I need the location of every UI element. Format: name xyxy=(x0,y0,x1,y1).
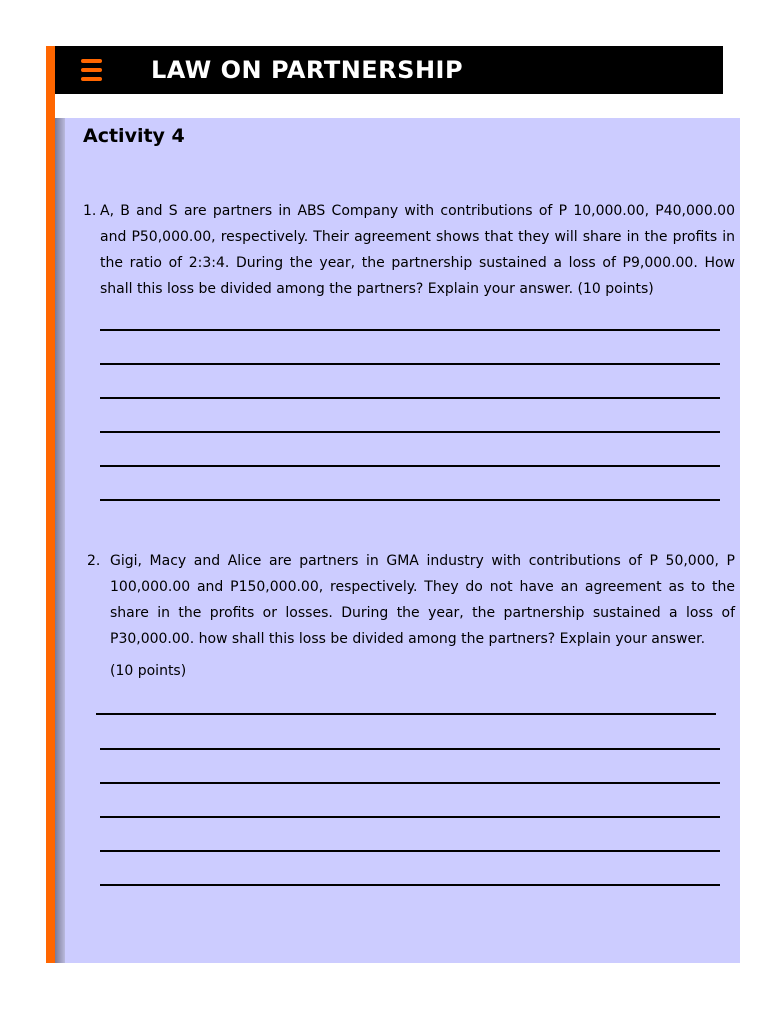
answer-line[interactable] xyxy=(100,499,720,501)
page-title: LAW ON PARTNERSHIP xyxy=(151,56,464,84)
question-1 xyxy=(83,198,735,302)
question-text: Gigi, Macy and Alice are partners in GMA industry with contributions of P 50,000, P 100,000.00 and P150,000.00, respectively. They do not have an agreement as to the share in the profits or losses. During the year, the partnership sustained a loss of P30,000.00. how shall this loss be divided among the partners? Explain your answer. xyxy=(110,553,735,647)
activity-panel xyxy=(65,118,740,963)
question-2 xyxy=(87,548,735,652)
answer-line[interactable] xyxy=(100,748,720,750)
left-shadow-strip xyxy=(55,118,65,963)
answer-line[interactable] xyxy=(100,884,720,886)
answer-line[interactable] xyxy=(100,329,720,331)
answer-line[interactable] xyxy=(100,363,720,365)
answer-line[interactable] xyxy=(100,816,720,818)
activity-title: Activity 4 xyxy=(83,125,185,147)
answer-line[interactable] xyxy=(100,782,720,784)
question-number: 1. xyxy=(83,203,97,219)
answer-line[interactable] xyxy=(100,431,720,433)
page-header xyxy=(55,46,723,94)
question-points: (10 points) xyxy=(110,663,187,679)
hamburger-menu-icon[interactable] xyxy=(81,59,102,81)
left-accent-bar xyxy=(46,46,55,963)
answer-line[interactable] xyxy=(100,850,720,852)
answer-line[interactable] xyxy=(100,465,720,467)
answer-line[interactable] xyxy=(96,713,716,715)
question-number: 2. xyxy=(87,553,101,569)
question-text: A, B and S are partners in ABS Company with contributions of P 10,000.00, P40,000.00 and P50,000.00, respectively. Their agreement shows that they will share in the profits in the ratio of 2:3:4. During the year, the partnership sustained a loss of P9,000.00. How shall this loss be divided among the partners? Explain your answer. (10 points) xyxy=(100,203,735,297)
answer-line[interactable] xyxy=(100,397,720,399)
